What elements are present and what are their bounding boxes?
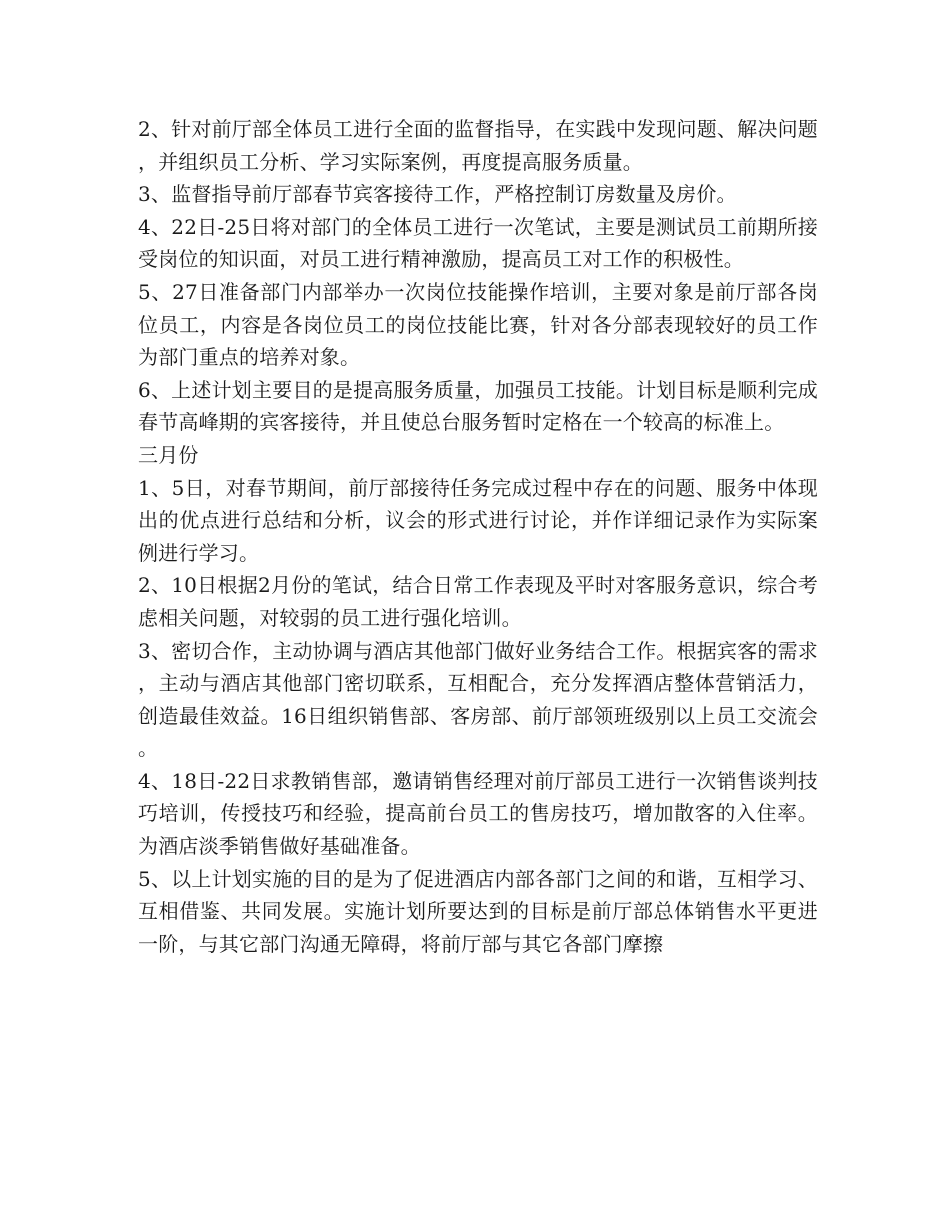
section-heading-march: 三月份 (138, 442, 199, 467)
paragraph-mar-item-5: 5、以上计划实施的目的是为了促进酒店内部各部门之间的和谐，互相学习、互相借鉴、共同发展。实施计划所要达到的目标是前厅部总体销售水平更进一阶，与其它部门沟通无障碍，将前厅部与其它各部门摩擦 (138, 866, 818, 956)
paragraph-mar-item-3: 3、密切合作，主动协调与酒店其他部门做好业务结合工作。根据宾客的需求，主动与酒店其他部门密切联系，互相配合，充分发挥酒店整体营销活力，创造最佳效益。16日组织销售部、客房部、前厅部领班级别以上员工交流会。 (138, 638, 818, 761)
paragraph-feb-item-4: 4、22日-25日将对部门的全体员工进行一次笔试，主要是测试员工前期所接受岗位的知识面，对员工进行精神激励，提高员工对工作的积极性。 (138, 214, 818, 272)
document-body (138, 113, 818, 960)
paragraph-feb-item-5: 5、27日准备部门内部举办一次岗位技能操作培训，主要对象是前厅部各岗位员工，内容是各岗位员工的岗位技能比赛，针对各分部表现较好的员工作为部门重点的培养对象。 (138, 279, 818, 370)
paragraph-mar-item-4: 4、18日-22日求教销售部，邀请销售经理对前厅部员工进行一次销售谈判技巧培训，传授技巧和经验，提高前台员工的售房技巧，增加散客的入住率。为酒店淡季销售做好基础准备。 (138, 768, 818, 859)
paragraph-feb-item-6: 6、上述计划主要目的是提高服务质量，加强员工技能。计划目标是顺利完成春节高峰期的宾客接待，并且使总台服务暂时定格在一个较高的标准上。 (138, 377, 818, 435)
paragraph-mar-item-2: 2、10日根据2月份的笔试，结合日常工作表现及平时对客服务意识，综合考虑相关问题，对较弱的员工进行强化培训。 (138, 573, 818, 630)
paragraph-mar-item-1: 1、5日，对春节期间，前厅部接待任务完成过程中存在的问题、服务中体现出的优点进行总结和分析，议会的形式进行讨论，并作详细记录作为实际案例进行学习。 (138, 475, 818, 565)
paragraph-feb-item-2: 2、针对前厅部全体员工进行全面的监督指导，在实践中发现问题、解决问题，并组织员工分析、学习实际案例，再度提高服务质量。 (138, 117, 818, 174)
paragraph-feb-item-3: 3、监督指导前厅部春节宾客接待工作，严格控制订房数量及房价。 (138, 182, 737, 207)
